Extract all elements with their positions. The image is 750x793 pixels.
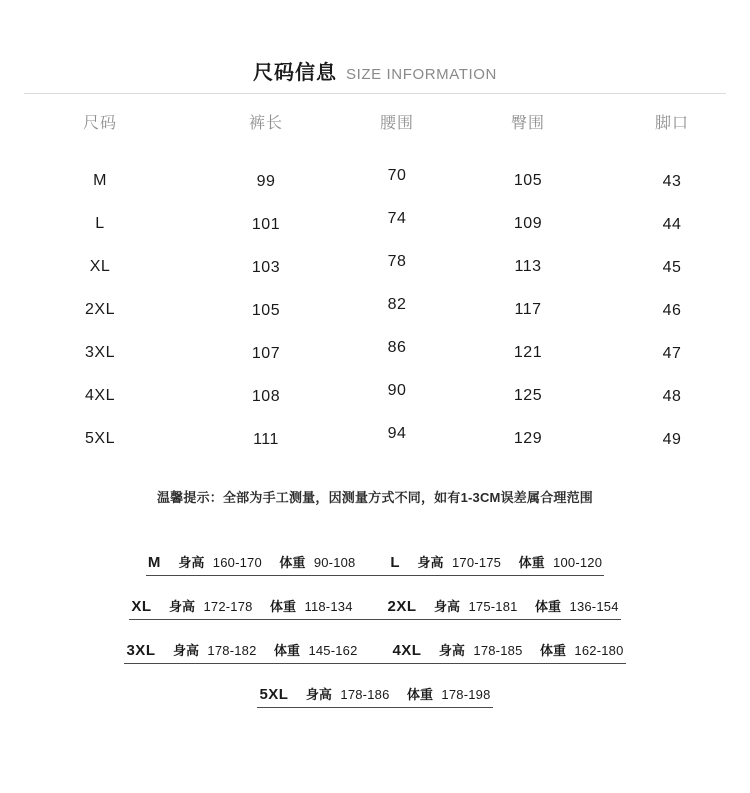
table-row bbox=[0, 245, 750, 288]
rec-height-label: 身高 bbox=[178, 555, 205, 570]
cell-hip: 121 bbox=[513, 343, 543, 361]
rec-weight-value: 145-162 bbox=[308, 643, 358, 658]
cell-hip: 125 bbox=[513, 386, 543, 404]
cell-hip: 113 bbox=[514, 257, 542, 275]
recommendation-row bbox=[0, 596, 750, 620]
cell-waist: 74 bbox=[387, 209, 407, 227]
cell-size: 4XL bbox=[85, 386, 115, 404]
rec-size: XL bbox=[131, 598, 152, 615]
rec-weight-label: 体重 bbox=[406, 687, 433, 702]
rec-height-value: 175-181 bbox=[468, 599, 518, 614]
rec-height-value: 170-175 bbox=[452, 555, 502, 570]
cell-waist: 82 bbox=[387, 295, 407, 313]
cell-hip: 129 bbox=[513, 429, 543, 447]
rec-size: L bbox=[390, 554, 401, 571]
cell-size: 2XL bbox=[85, 300, 115, 318]
table-row bbox=[0, 331, 750, 374]
measurement-note: 温馨提示：全部为手工测量，因测量方式不同，如有1-3CM误差属合理范围 bbox=[156, 490, 593, 505]
cell-length: 101 bbox=[251, 215, 281, 233]
column-header-waist: 腰围 bbox=[379, 115, 414, 132]
page-title-cn: 尺码信息 bbox=[253, 62, 337, 84]
cell-waist: 78 bbox=[387, 252, 407, 270]
cell-size: M bbox=[93, 171, 107, 189]
cell-size: 5XL bbox=[85, 429, 115, 447]
recommendation-row bbox=[0, 640, 750, 664]
rec-weight-label: 体重 bbox=[535, 599, 562, 614]
recommendation-underline-group bbox=[146, 552, 604, 576]
cell-size: XL bbox=[89, 257, 111, 275]
rec-height-label: 身高 bbox=[438, 643, 465, 658]
cell-hem: 47 bbox=[662, 344, 682, 362]
cell-hem: 49 bbox=[662, 430, 682, 448]
column-header-length: 裤长 bbox=[248, 115, 283, 132]
size-table bbox=[0, 110, 750, 460]
cell-hip: 117 bbox=[514, 300, 542, 318]
title-divider bbox=[24, 93, 726, 94]
rec-weight-value: 118-134 bbox=[304, 599, 353, 614]
rec-height-value: 178-186 bbox=[340, 687, 390, 702]
cell-hem: 48 bbox=[662, 387, 682, 405]
cell-length: 103 bbox=[251, 258, 281, 276]
rec-size: 3XL bbox=[126, 642, 156, 659]
table-row bbox=[0, 288, 750, 331]
rec-weight-label: 体重 bbox=[539, 643, 566, 658]
cell-length: 111 bbox=[253, 430, 279, 448]
cell-hem: 45 bbox=[662, 258, 682, 276]
table-row bbox=[0, 202, 750, 245]
rec-weight-value: 100-120 bbox=[553, 555, 603, 570]
cell-waist: 86 bbox=[387, 338, 407, 356]
column-header-hip: 臀围 bbox=[510, 115, 545, 132]
rec-height-value: 160-170 bbox=[212, 555, 262, 570]
rec-weight-label: 体重 bbox=[270, 599, 297, 614]
table-row bbox=[0, 159, 750, 202]
rec-height-label: 身高 bbox=[172, 643, 199, 658]
cell-length: 105 bbox=[251, 301, 281, 319]
rec-weight-label: 体重 bbox=[273, 643, 300, 658]
rec-weight-value: 136-154 bbox=[569, 599, 619, 614]
rec-height-value: 172-178 bbox=[203, 599, 253, 614]
rec-weight-value: 178-198 bbox=[441, 687, 491, 702]
rec-weight-value: 162-180 bbox=[574, 643, 624, 658]
cell-hip: 105 bbox=[513, 171, 543, 189]
cell-waist: 94 bbox=[387, 424, 407, 442]
recommendation-row bbox=[0, 552, 750, 576]
rec-height-label: 身高 bbox=[305, 687, 332, 702]
rec-size: 5XL bbox=[259, 686, 289, 703]
rec-size: M bbox=[147, 554, 161, 571]
rec-height-value: 178-182 bbox=[207, 643, 257, 658]
table-row bbox=[0, 417, 750, 460]
rec-height-value: 178-185 bbox=[473, 643, 523, 658]
rec-weight-label: 体重 bbox=[279, 555, 306, 570]
rec-weight-label: 体重 bbox=[518, 555, 545, 570]
table-row bbox=[0, 374, 750, 417]
rec-weight-value: 90-108 bbox=[313, 555, 356, 570]
size-table-body bbox=[0, 159, 750, 460]
recommendation-underline-group bbox=[257, 684, 492, 708]
cell-waist: 90 bbox=[387, 381, 407, 399]
rec-height-label: 身高 bbox=[168, 599, 195, 614]
page-title-en: SIZE INFORMATION bbox=[346, 66, 497, 83]
cell-length: 99 bbox=[256, 172, 276, 190]
cell-hem: 46 bbox=[662, 301, 682, 319]
cell-waist: 70 bbox=[387, 166, 407, 184]
table-header-row bbox=[0, 110, 750, 159]
page-title bbox=[0, 56, 750, 85]
cell-size: L bbox=[95, 214, 105, 232]
column-header-hem: 脚口 bbox=[654, 115, 689, 132]
cell-size: 3XL bbox=[85, 343, 115, 361]
recommendation-row bbox=[0, 684, 750, 708]
column-header-size: 尺码 bbox=[82, 115, 117, 132]
rec-height-label: 身高 bbox=[434, 599, 461, 614]
cell-length: 107 bbox=[251, 344, 281, 362]
cell-hip: 109 bbox=[513, 214, 543, 232]
rec-size: 4XL bbox=[392, 642, 422, 659]
cell-length: 108 bbox=[251, 387, 281, 405]
recommendation-underline-group bbox=[124, 640, 625, 664]
rec-height-label: 身高 bbox=[417, 555, 444, 570]
size-recommendations bbox=[0, 552, 750, 728]
recommendation-underline-group bbox=[129, 596, 620, 620]
cell-hem: 44 bbox=[662, 215, 682, 233]
rec-size: 2XL bbox=[387, 598, 417, 615]
cell-hem: 43 bbox=[662, 172, 682, 190]
